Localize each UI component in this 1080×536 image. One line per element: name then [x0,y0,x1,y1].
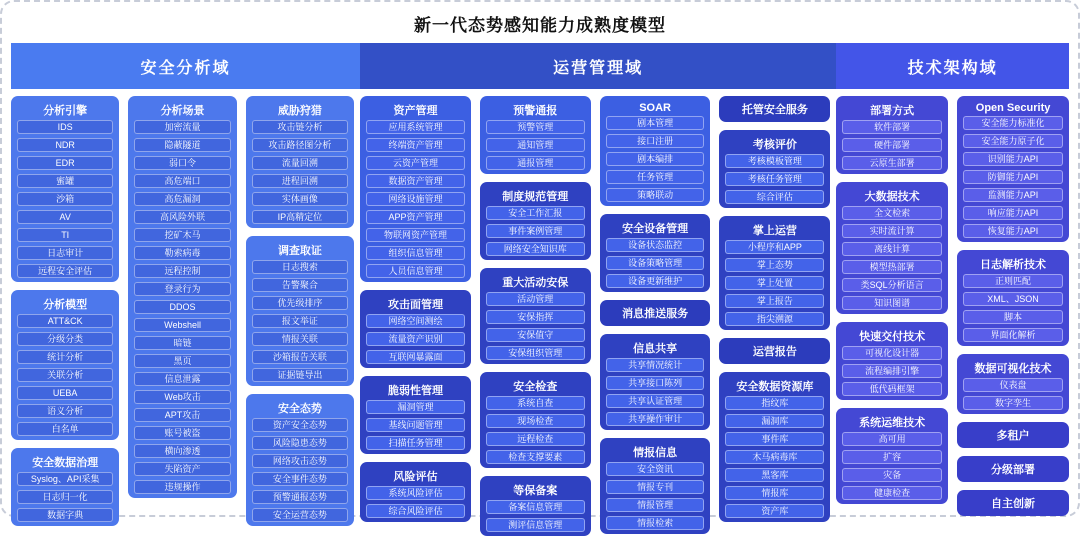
group-card [600,214,711,292]
capability-item: Webshell [134,318,230,332]
group-title: 安全数据资源库 [736,381,814,393]
capability-item: 互联网暴露面 [366,350,465,364]
capability-item: 情报检索 [606,516,705,530]
capability-item: 流程编排引擎 [842,364,942,378]
capability-item: 安保指挥 [486,310,585,324]
capability-item: 语义分析 [17,404,113,418]
group-card [719,216,830,330]
group-title: 安全数据治理 [32,457,99,469]
capability-item: APT攻击 [134,408,230,422]
capability-item: 告警聚合 [252,278,348,292]
capability-item: 剧本管理 [606,116,705,130]
capability-item: 网络攻击态势 [252,454,348,468]
capability-item: 漏洞库 [725,414,824,428]
domain-section-operations-management [360,96,836,530]
capability-item: 进程回溯 [252,174,348,188]
capability-item: 流量回溯 [252,156,348,170]
group-card [600,334,711,430]
domain-header-operations-management: 运营管理域 [360,43,836,89]
capability-item: 通报管理 [486,156,585,170]
group-title: 快速交付技术 [859,331,926,343]
model-column [11,96,119,520]
capability-item: 攻击链分析 [252,120,348,134]
capability-item: 漏洞管理 [366,400,465,414]
capability-item: 暗链 [134,336,230,350]
capability-item: 响应能力API [963,206,1063,220]
capability-item: 勒索病毒 [134,246,230,260]
capability-item: 监测能力API [963,188,1063,202]
group-title: 安全态势 [277,403,322,415]
capability-item: 事件库 [725,432,824,446]
capability-item: 综合风险评估 [366,504,465,518]
capability-item: 远程检查 [486,432,585,446]
group-title: 信息共享 [633,343,678,355]
group-card [11,448,119,526]
capability-item: 高风险外联 [134,210,230,224]
capability-item: 检查支撑要素 [486,450,585,464]
group-card [480,372,591,468]
capability-item: 优先级排序 [252,296,348,310]
group-card [480,476,591,536]
group-title: 系统运维技术 [859,417,926,429]
capability-item: 健康检查 [842,486,942,500]
capability-item: 加密流量 [134,120,230,134]
capability-item: 高可用 [842,432,942,446]
domain-header-security-analysis: 安全分析域 [11,43,360,89]
capability-item: 应用系统管理 [366,120,465,134]
capability-item: 综合评估 [725,190,824,204]
capability-item: 云原生部署 [842,156,942,170]
group-card [600,438,711,534]
capability-item: 设备状态监控 [606,238,705,252]
capability-item: 扫描任务管理 [366,436,465,450]
capability-item: 木马病毒库 [725,450,824,464]
group-title: 预警通报 [513,105,558,117]
capability-item: 日志归一化 [17,490,113,504]
model-column [836,96,948,514]
capability-item: 证据链导出 [252,368,348,382]
group-title: 安全设备管理 [622,223,689,235]
model-column [480,96,591,530]
group-title: 情报信息 [633,447,678,459]
capability-item: 灾备 [842,468,942,482]
group-title: 安全检查 [513,381,558,393]
group-title: 威胁狩猎 [277,105,322,117]
group-card [480,268,591,364]
domain-section-tech-architecture [836,96,1069,514]
capability-item: 共享认证管理 [606,394,705,408]
capability-item: 数据字典 [17,508,113,522]
capability-item: 网络空间测绘 [366,314,465,328]
model-column [719,96,830,514]
group-title: 重大活动安保 [502,277,569,289]
capability-item: 防御能力API [963,170,1063,184]
group-title: 部署方式 [870,105,915,117]
group-card [957,250,1069,346]
model-column [128,96,236,514]
capability-item: NDR [17,138,113,152]
capability-item: 任务管理 [606,170,705,184]
capability-item: 高危漏洞 [134,192,230,206]
capability-item: 蜜罐 [17,174,113,188]
capability-item: 实体画像 [252,192,348,206]
group-card [836,182,948,314]
capability-item: XML、JSON [963,292,1063,306]
capability-item: 情报管理 [606,498,705,512]
capability-item: 仪表盘 [963,378,1063,392]
domain-section-security-analysis [11,96,360,520]
capability-item: 云资产管理 [366,156,465,170]
group-title: 风险评估 [393,471,438,483]
capability-item: 掌上报告 [725,294,824,308]
group-title: 考核评价 [752,139,797,151]
capability-item: 统计分析 [17,350,113,364]
capability-item: 白名单 [17,422,113,436]
capability-item: 恢复能力API [963,224,1063,238]
capability-item: 登录行为 [134,282,230,296]
capability-item: 全文检索 [842,206,942,220]
capability-item: 网络设施管理 [366,192,465,206]
capability-item: 指尖溯源 [725,312,824,326]
capability-item: APP资产管理 [366,210,465,224]
capability-item: IDS [17,120,113,134]
group-title: 大数据技术 [864,191,920,203]
model-column [246,96,354,520]
capability-item: 考核任务管理 [725,172,824,186]
group-card [957,96,1069,242]
standalone-card: 分级部署 [957,456,1069,482]
standalone-card: 多租户 [957,422,1069,448]
capability-item: 可视化设计器 [842,346,942,360]
capability-item: 软件部署 [842,120,942,134]
capability-item: 安全能力原子化 [963,134,1063,148]
domain-header-bar [11,43,1069,89]
model-column [600,96,711,528]
capability-item: 策略联动 [606,188,705,202]
capability-item: 指纹库 [725,396,824,410]
capability-item: 终端资产管理 [366,138,465,152]
capability-item: 剧本编排 [606,152,705,166]
capability-item: 黑页 [134,354,230,368]
capability-item: 日志搜索 [252,260,348,274]
capability-item: 数字孪生 [963,396,1063,410]
capability-item: 系统风险评估 [366,486,465,500]
capability-item: 账号被盗 [134,426,230,440]
capability-item: 模型热部署 [842,260,942,274]
page-title: 新一代态势感知能力成熟度模型 [414,16,666,35]
group-title: 分析模型 [43,299,88,311]
capability-item: IP高精定位 [252,210,348,224]
model-column [360,96,471,514]
group-card [719,372,830,522]
group-card [480,96,591,174]
group-title: 分析引擎 [43,105,88,117]
capability-item: 共享接口陈列 [606,376,705,390]
capability-item: 系统自查 [486,396,585,410]
group-card [719,130,830,208]
capability-item: 失陷资产 [134,462,230,476]
group-card [246,96,354,228]
group-title: 分析场景 [160,105,205,117]
capability-item: 数据资产管理 [366,174,465,188]
capability-item: EDR [17,156,113,170]
capability-item: 离线计算 [842,242,942,256]
capability-item: 实时流计算 [842,224,942,238]
capability-item: ATT&CK [17,314,113,328]
group-card [360,376,471,454]
standalone-card: 消息推送服务 [600,300,711,326]
group-title: 制度规范管理 [502,191,569,203]
standalone-card: 运营报告 [719,338,830,364]
capability-item: Web攻击 [134,390,230,404]
group-card [128,96,236,498]
capability-item: 安全运营态势 [252,508,348,522]
capability-item: 人员信息管理 [366,264,465,278]
capability-item: 攻击路径图分析 [252,138,348,152]
group-card [957,354,1069,414]
capability-item: 基线问题管理 [366,418,465,432]
capability-item: DDOS [134,300,230,314]
capability-item: 安全事件态势 [252,472,348,486]
capability-item: 掌上处置 [725,276,824,290]
capability-item: 预警通报态势 [252,490,348,504]
capability-item: 横向渗透 [134,444,230,458]
capability-item: Syslog、API采集 [17,472,113,486]
capability-item: 高危端口 [134,174,230,188]
group-title: SOAR [639,102,671,114]
capability-item: 界面化解析 [963,328,1063,342]
capability-item: 报文举证 [252,314,348,328]
capability-item: 风险隐患态势 [252,436,348,450]
capability-item: 情报关联 [252,332,348,346]
capability-item: 沙箱报告关联 [252,350,348,364]
group-title: 脆弱性管理 [388,385,444,397]
group-title: 调查取证 [277,245,322,257]
group-card [246,394,354,526]
capability-item: 远程安全评估 [17,264,113,278]
group-card [836,96,948,174]
group-title: 等保备案 [513,485,558,497]
capability-item: 共享情况统计 [606,358,705,372]
capability-item: 资产库 [725,504,824,518]
capability-item: 黑客库 [725,468,824,482]
capability-item: 备案信息管理 [486,500,585,514]
capability-item: 挖矿木马 [134,228,230,242]
capability-item: 物联网资产管理 [366,228,465,242]
group-card [836,322,948,400]
capability-item: 关联分析 [17,368,113,382]
capability-item: 正则匹配 [963,274,1063,288]
group-card [600,96,711,206]
capability-item: 设备更新维护 [606,274,705,288]
capability-item: 接口注册 [606,134,705,148]
capability-item: 流量资产识别 [366,332,465,346]
capability-item: 日志审计 [17,246,113,260]
capability-item: 硬件部署 [842,138,942,152]
capability-item: 脚本 [963,310,1063,324]
group-card [11,290,119,440]
capability-item: 事件案例管理 [486,224,585,238]
capability-item: 网络安全知识库 [486,242,585,256]
capability-item: 类SQL分析语言 [842,278,942,292]
capability-item: AV [17,210,113,224]
group-title: 资产管理 [393,105,438,117]
capability-item: 通知管理 [486,138,585,152]
model-column [957,96,1069,514]
group-title: 掌上运营 [752,225,797,237]
capability-item: 安全能力标准化 [963,116,1063,130]
capability-item: 安保组织管理 [486,346,585,360]
group-title: 攻击面管理 [388,299,444,311]
capability-item: 隐蔽隧道 [134,138,230,152]
capability-item: 分级分类 [17,332,113,346]
capability-item: 测评信息管理 [486,518,585,532]
capability-item: 远程控制 [134,264,230,278]
capability-item: 识别能力API [963,152,1063,166]
capability-item: 设备策略管理 [606,256,705,270]
capability-item: 信息泄露 [134,372,230,386]
capability-item: 预警管理 [486,120,585,134]
group-card [360,96,471,282]
capability-item: 小程序和APP [725,240,824,254]
capability-item: 沙箱 [17,192,113,206]
capability-item: 组织信息管理 [366,246,465,260]
capability-item: 违规操作 [134,480,230,494]
capability-item: 现场检查 [486,414,585,428]
domain-header-tech-architecture: 技术架构域 [836,43,1069,89]
capability-item: 安全资讯 [606,462,705,476]
group-card [360,462,471,522]
capability-item: 扩容 [842,450,942,464]
group-title: Open Security [975,102,1051,114]
capability-item: 安全工作汇报 [486,206,585,220]
capability-item: 掌上态势 [725,258,824,272]
standalone-card: 自主创新 [957,490,1069,516]
capability-item: UEBA [17,386,113,400]
capability-item: 考核模板管理 [725,154,824,168]
capability-item: 情报库 [725,486,824,500]
model-body [11,96,1069,530]
group-title: 数据可视化技术 [974,363,1052,375]
capability-item: 资产安全态势 [252,418,348,432]
group-card [11,96,119,282]
capability-item: 低代码框架 [842,382,942,396]
capability-item: 知识图谱 [842,296,942,310]
group-card [836,408,948,504]
group-title: 日志解析技术 [980,259,1047,271]
capability-item: TI [17,228,113,242]
group-card [480,182,591,260]
capability-item: 弱口令 [134,156,230,170]
capability-item: 共享操作审计 [606,412,705,426]
group-card [246,236,354,386]
capability-item: 活动管理 [486,292,585,306]
capability-item: 安保值守 [486,328,585,342]
standalone-card: 托管安全服务 [719,96,830,122]
group-card [360,290,471,368]
capability-item: 情报专刊 [606,480,705,494]
